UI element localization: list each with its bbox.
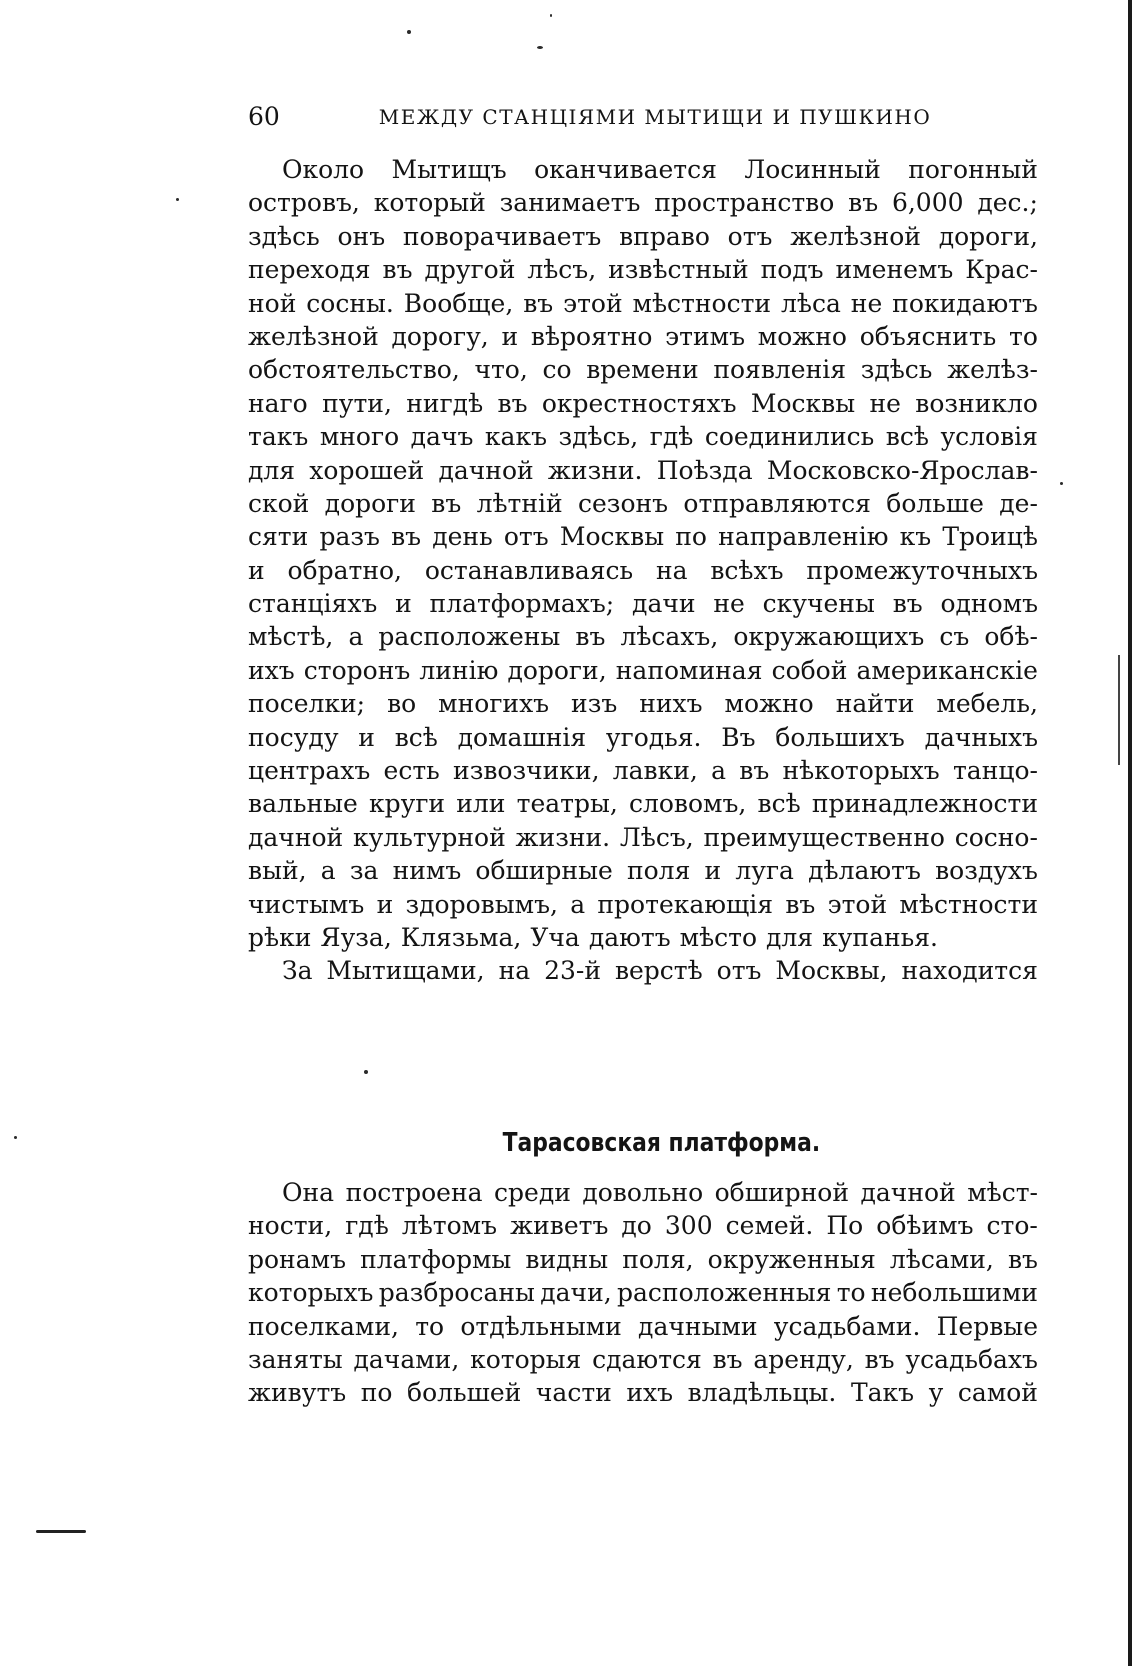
text-line: За Мытищами, на 23-й верстѣ отъ Москвы, находится <box>282 956 1038 986</box>
scan-speck <box>1060 482 1063 485</box>
text-line: и обратно, останавливаясь на всѣхъ промежуточныхъ <box>248 555 1038 585</box>
text-line: которыхъ разбросаны дачи, расположенныя то небольшими <box>248 1278 1038 1308</box>
scan-speck <box>364 1070 368 1074</box>
text-line: поселки; во многихъ изъ нихъ можно найти мебель, <box>248 689 1038 719</box>
paragraph-section-2 <box>248 1176 1038 1410</box>
text-line: посуду и всѣ домашнія угодья. Въ большихъ дачныхъ <box>248 722 1038 752</box>
scan-speck <box>176 198 179 201</box>
text-line: наго пути, нигдѣ въ окрестностяхъ Москвы не возникло <box>248 388 1038 418</box>
text-line: ской дороги въ лѣтній сезонъ отправляются больше де- <box>248 488 1038 518</box>
text-line: здѣсь онъ поворачиваетъ вправо отъ желѣзной дороги, <box>248 221 1038 251</box>
text-line: островъ, который занимаетъ пространство въ 6,000 дес.; <box>248 188 1038 218</box>
text-line: дачной культурной жизни. Лѣсъ, преимущественно сосно- <box>248 822 1038 852</box>
scan-speck <box>14 1136 17 1139</box>
paragraph-section-1 <box>248 153 1038 988</box>
text-line: рѣки Яуза, Клязьма, Уча даютъ мѣсто для купанья. <box>248 922 938 952</box>
text-line: такъ много дачъ какъ здѣсь, гдѣ соединились всѣ условія <box>248 422 1038 452</box>
text-line: Она построена среди довольно обширной дачной мѣст- <box>282 1178 1038 1207</box>
text-line: обстоятельство, что, со времени появленія здѣсь желѣз- <box>248 355 1038 385</box>
text-line: живутъ по большей части ихъ владѣльцы. Такъ у самой <box>248 1378 1038 1408</box>
text-line: поселками, то отдѣльными дачными усадьбами. Первые <box>248 1311 1038 1341</box>
text-line: ной сосны. Вообще, въ этой мѣстности лѣса не покидаютъ <box>248 288 1038 318</box>
text-line: чистымъ и здоровымъ, а протекающія въ этой мѣстности <box>248 889 1038 919</box>
text-line: центрахъ есть извозчики, лавки, а въ нѣкоторыхъ танцо- <box>248 756 1038 786</box>
text-line: желѣзной дорогу, и вѣроятно этимъ можно объяснить то <box>248 321 1038 351</box>
section-heading: Тарасовская платформа. <box>502 1128 821 1158</box>
text-line: сяти разъ въ день отъ Москвы по направленію къ Троицѣ <box>248 522 1038 552</box>
scan-speck <box>537 46 543 49</box>
text-line: вальные круги или театры, словомъ, всѣ принадлежности <box>248 789 1038 819</box>
running-title: МЕЖДУ СТАНЦІЯМИ МЫТИЩИ И ПУШКИНО <box>378 105 932 129</box>
text-line: мѣстѣ, а расположены въ лѣсахъ, окружающихъ съ обѣ- <box>248 622 1038 652</box>
scan-speck <box>550 14 552 17</box>
text-line: Около Мытищъ оканчивается Лосинный погонный <box>282 155 1038 184</box>
margin-mark <box>1118 655 1120 765</box>
text-line: ности, гдѣ лѣтомъ живетъ до 300 семей. По обѣимъ сто- <box>248 1211 1038 1241</box>
page-header <box>248 100 1038 134</box>
scan-dash-mark <box>36 1530 86 1533</box>
page-number: 60 <box>248 102 280 131</box>
text-line: заняты дачами, которыя сдаются въ аренду, въ усадьбахъ <box>248 1344 1038 1374</box>
text-line: переходя въ другой лѣсъ, извѣстный подъ именемъ Крас- <box>248 255 1038 285</box>
text-line: ихъ сторонъ линію дороги, напоминая собой американскіе <box>248 655 1038 685</box>
text-line: ронамъ платформы видны поля, окруженныя лѣсами, въ <box>248 1244 1038 1274</box>
text-line: станціяхъ и платформахъ; дачи не скучены въ одномъ <box>248 589 1038 619</box>
text-line: вый, а за нимъ обширные поля и луга дѣлаютъ воздухъ <box>248 856 1038 886</box>
text-line: для хорошей дачной жизни. Поѣзда Московско-Ярослав- <box>248 455 1038 485</box>
scan-speck <box>407 30 411 34</box>
page-edge-shadow <box>1128 0 1132 1666</box>
